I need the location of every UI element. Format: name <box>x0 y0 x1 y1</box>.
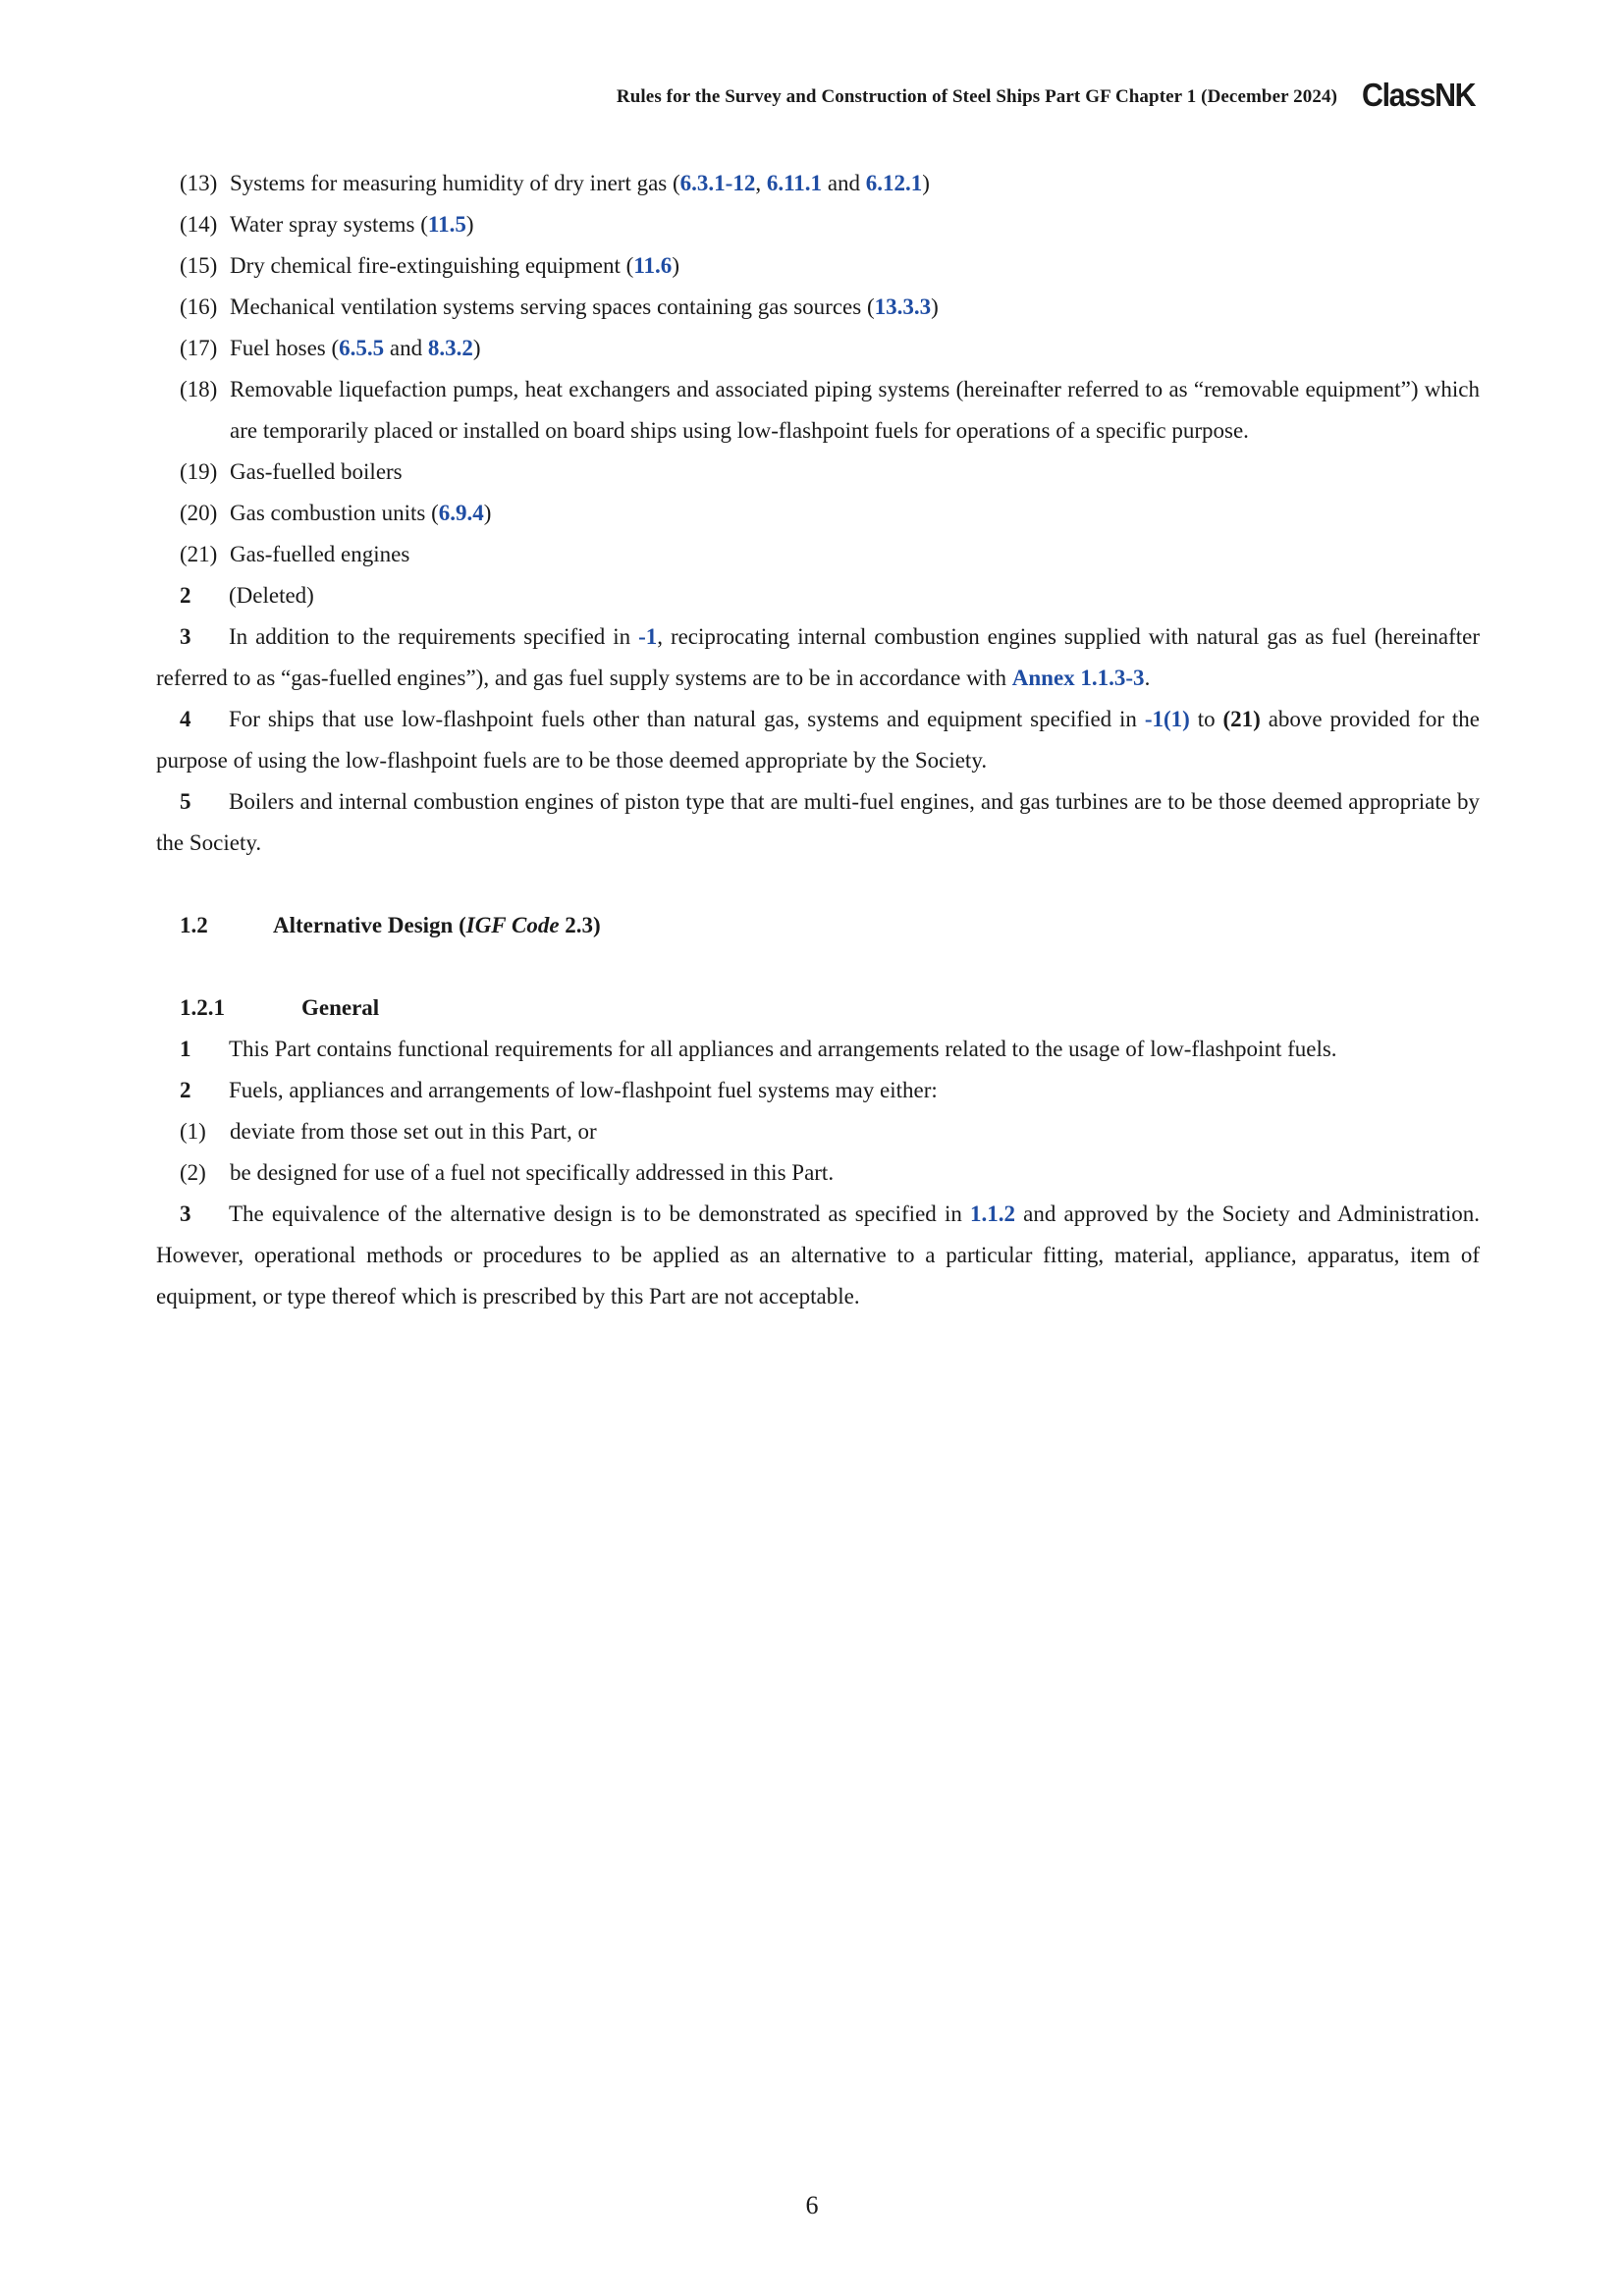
paragraph <box>156 616 1480 699</box>
paragraph-text: , reciprocating internal combustion engines supplied with natural gas as fuel (hereinafter referred to as “gas-fuelled engines”), and gas fuel supply systems are to be in accordance with <box>156 624 1481 690</box>
cross-reference-link[interactable]: 13.3.3 <box>874 294 932 319</box>
item-number: (1) <box>180 1119 206 1144</box>
page-number: 6 <box>805 2191 819 2219</box>
paragraph-text: and approved by the Society and Administration. However, operational methods or procedures to be applied as an alternative to a particular fitting, material, appliance, apparatus, item of equipment, or type thereof which is prescribed by this Part are not acceptable. <box>156 1201 1480 1308</box>
list-item <box>156 287 1480 328</box>
cross-reference-link[interactable]: 11.5 <box>427 212 466 237</box>
item-text: ) <box>672 253 679 278</box>
subsection-title: General <box>301 995 380 1020</box>
item-number: (19) <box>180 459 218 484</box>
document-body <box>156 163 1480 1317</box>
list-item <box>156 204 1480 245</box>
item-number: (16) <box>180 294 218 319</box>
cross-reference-link[interactable]: 6.11.1 <box>766 171 823 195</box>
cross-reference-link[interactable]: 6.9.4 <box>438 501 484 525</box>
paragraph <box>156 1070 1480 1111</box>
subsection-heading <box>156 988 1480 1029</box>
paragraph <box>156 1194 1480 1317</box>
item-text: , <box>755 171 767 195</box>
item-text: Dry chemical fire-extinguishing equipment ( <box>230 253 634 278</box>
paragraph <box>156 1029 1480 1070</box>
item-text: Gas combustion units ( <box>230 501 439 525</box>
item-text: Mechanical ventilation systems serving spaces containing gas sources ( <box>230 294 875 319</box>
cross-reference-link[interactable]: -1 <box>638 624 658 649</box>
item-number: (13) <box>180 171 218 195</box>
classnk-logo: ClassNK <box>1361 77 1475 113</box>
paragraph-number: 3 <box>180 624 191 649</box>
paragraph-text: Fuels, appliances and arrangements of low-flashpoint fuel systems may either: <box>229 1078 938 1102</box>
cross-reference-link[interactable]: 8.3.2 <box>427 336 473 360</box>
paragraph-text: For ships that use low-flashpoint fuels other than natural gas, systems and equipment specified in <box>229 707 1145 731</box>
section-title-italic: IGF Code <box>465 913 560 937</box>
cross-reference-link[interactable]: 6.3.1-12 <box>679 171 756 195</box>
paragraph-text: This Part contains functional requirements for all appliances and arrangements related to the usage of low-flashpoint fuels. <box>229 1037 1337 1061</box>
paragraph-number: 2 <box>180 1078 191 1102</box>
item-text: and <box>384 336 428 360</box>
list-item <box>156 369 1480 452</box>
section-heading <box>156 905 1480 946</box>
item-number: (14) <box>180 212 218 237</box>
list-item <box>156 245 1480 287</box>
bold-reference: (21) <box>1222 707 1261 731</box>
paragraph <box>156 575 1480 616</box>
paragraph-text: In addition to the requirements specified in <box>229 624 639 649</box>
cross-reference-link[interactable]: 11.6 <box>633 253 673 278</box>
list-item <box>156 1152 1480 1194</box>
cross-reference-link[interactable]: 6.5.5 <box>339 336 385 360</box>
section-title: 2.3) <box>559 913 601 937</box>
cross-reference-link[interactable]: Annex 1.1.3-3 <box>1011 666 1145 690</box>
list-item <box>156 534 1480 575</box>
list-item <box>156 493 1480 534</box>
paragraph-text: to <box>1189 707 1223 731</box>
item-number: (20) <box>180 501 218 525</box>
item-text: Water spray systems ( <box>230 212 428 237</box>
item-text: Fuel hoses ( <box>230 336 340 360</box>
item-text: Removable liquefaction pumps, heat exchangers and associated piping systems (hereinafter referred to as “removable equipment”) which are temporarily placed or installed on board ships using low-flashpoint fuels for operations of a specific purpose. <box>230 377 1480 443</box>
item-text: ) <box>483 501 492 525</box>
cross-reference-link[interactable]: 1.1.2 <box>970 1201 1015 1226</box>
paragraph-number: 1 <box>180 1037 191 1061</box>
paragraph-number: 2 <box>180 583 191 608</box>
paragraph-number: 3 <box>180 1201 191 1226</box>
item-number: (15) <box>180 253 218 278</box>
item-number: (17) <box>180 336 218 360</box>
paragraph-number: 5 <box>180 789 191 814</box>
paragraph-text: above provided for the purpose of using the low-flashpoint fuels are to be those deemed appropriate by the Society. <box>156 707 1480 773</box>
paragraph-text: Boilers and internal combustion engines of piston type that are multi-fuel engines, and gas turbines are to be those deemed appropriate by the Society. <box>156 789 1480 855</box>
item-text: Gas-fuelled boilers <box>230 459 403 484</box>
paragraph <box>156 699 1480 781</box>
item-text: be designed for use of a fuel not specifically addressed in this Part. <box>230 1160 835 1185</box>
section-title: Alternative Design ( <box>273 913 466 937</box>
list-item <box>156 163 1480 204</box>
paragraph <box>156 781 1480 864</box>
paragraph-text: . <box>1144 666 1151 690</box>
cross-reference-link[interactable]: -1(1) <box>1144 707 1190 731</box>
list-item <box>156 1111 1480 1152</box>
paragraph-text: (Deleted) <box>229 583 314 608</box>
item-text: ) <box>922 171 930 195</box>
item-text: ) <box>931 294 939 319</box>
paragraph-number: 4 <box>180 707 191 731</box>
item-text: Gas-fuelled engines <box>230 542 410 566</box>
item-text: deviate from those set out in this Part, or <box>230 1119 597 1144</box>
subsection-number: 1.2.1 <box>180 995 225 1020</box>
item-number: (21) <box>180 542 218 566</box>
item-text: ) <box>465 212 474 237</box>
item-text: Systems for measuring humidity of dry inert gas ( <box>230 171 680 195</box>
cross-reference-link[interactable]: 6.12.1 <box>865 171 923 195</box>
item-number: (2) <box>180 1160 206 1185</box>
list-item <box>156 452 1480 493</box>
item-number: (18) <box>180 377 218 401</box>
paragraph-text: The equivalence of the alternative design is to be demonstrated as specified in <box>229 1201 970 1226</box>
list-item <box>156 328 1480 369</box>
page-header <box>0 77 1475 116</box>
item-text: ) <box>472 336 481 360</box>
item-text: and <box>822 171 866 195</box>
section-number: 1.2 <box>180 913 208 937</box>
header-title: Rules for the Survey and Construction of Steel Ships Part GF Chapter 1 (December 2024) <box>616 86 1337 107</box>
